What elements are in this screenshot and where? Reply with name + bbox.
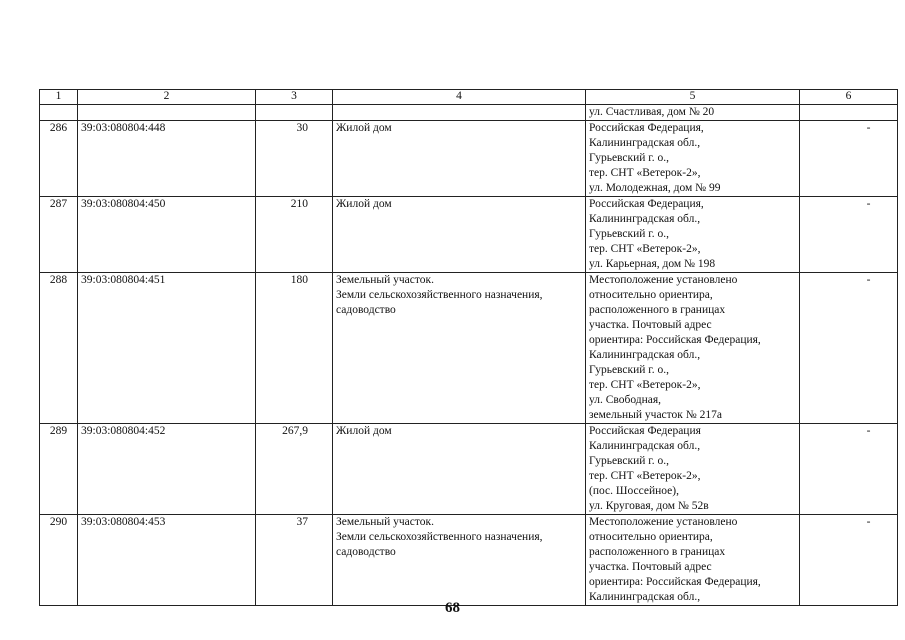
object-type-cell <box>333 197 586 273</box>
object-type-line: Жилой дом <box>336 425 392 437</box>
note-dash: - <box>866 516 871 528</box>
address-line: Местоположение установлено <box>589 274 738 286</box>
address-line: Местоположение установлено <box>589 516 738 528</box>
cadastral-number-cell: 39:03:080804:452 <box>78 424 256 515</box>
address-line: Российская Федерация <box>589 425 701 437</box>
column-header: 2 <box>78 90 256 105</box>
table-row <box>40 197 898 273</box>
address-line: ул. Круговая, дом № 52в <box>589 500 709 512</box>
object-type-line: садоводство <box>336 546 396 558</box>
address-line: тер. СНТ «Ветерок-2», <box>589 470 701 482</box>
address-line: расположенного в границах <box>589 546 726 558</box>
address-line: ул. Карьерная, дом № 198 <box>589 258 716 270</box>
object-type-cell <box>333 273 586 424</box>
address-line: ориентира: Российская Федерация, <box>589 576 761 588</box>
object-type-line: Жилой дом <box>336 122 392 134</box>
column-header: 3 <box>256 90 333 105</box>
address-line: Калининградская обл., <box>589 440 701 452</box>
note-dash: - <box>866 122 871 134</box>
note-cell <box>800 515 898 606</box>
address-cell <box>586 121 800 197</box>
area-cell: 267,9 <box>256 424 333 515</box>
note-dash: - <box>866 198 871 210</box>
address-line: Калининградская обл., <box>589 591 701 603</box>
address-cell <box>586 515 800 606</box>
continuation-row <box>40 105 898 121</box>
cadastral-number-cell: 39:03:080804:450 <box>78 197 256 273</box>
address-line: Гурьевский г. о., <box>589 228 669 240</box>
address-line: тер. СНТ «Ветерок-2», <box>589 167 701 179</box>
address-line: участка. Почтовый адрес <box>589 319 712 331</box>
object-type-cell <box>333 121 586 197</box>
note-cell <box>800 121 898 197</box>
address-line: (пос. Шоссейное), <box>589 485 679 497</box>
area-cell: 210 <box>256 197 333 273</box>
table-row <box>40 121 898 197</box>
address-line: ул. Свободная, <box>589 394 662 406</box>
address-line: относительно ориентира, <box>589 289 713 301</box>
address-cell <box>586 105 800 121</box>
address-line: Российская Федерация, <box>589 198 704 210</box>
object-type-line: садоводство <box>336 304 396 316</box>
address-line: земельный участок № 217а <box>589 409 722 421</box>
column-number-row <box>40 90 898 105</box>
note-cell <box>800 273 898 424</box>
column-header: 1 <box>40 90 78 105</box>
object-type-cell <box>333 424 586 515</box>
table-row <box>40 515 898 606</box>
address-line: расположенного в границах <box>589 304 726 316</box>
address-line: Калининградская обл., <box>589 349 701 361</box>
area-cell: 180 <box>256 273 333 424</box>
address-line: Российская Федерация, <box>589 122 704 134</box>
object-type-line: Земли сельскохозяйственного назначения, <box>336 531 543 543</box>
address-cell <box>586 197 800 273</box>
column-header: 6 <box>800 90 898 105</box>
cadastral-number-cell: 39:03:080804:451 <box>78 273 256 424</box>
address-line: ул. Молодежная, дом № 99 <box>589 182 721 194</box>
row-number-cell: 288 <box>40 273 78 424</box>
page-number: 68 <box>445 600 460 616</box>
table-row <box>40 273 898 424</box>
object-type-line: Земли сельскохозяйственного назначения, <box>336 289 543 301</box>
address-cell <box>586 273 800 424</box>
object-type-line: Земельный участок. <box>336 274 434 286</box>
column-header: 4 <box>333 90 586 105</box>
row-number-cell: 289 <box>40 424 78 515</box>
object-type-line: Земельный участок. <box>336 516 434 528</box>
property-register-table <box>39 89 898 606</box>
note-cell <box>800 197 898 273</box>
address-line: Гурьевский г. о., <box>589 455 669 467</box>
table-row <box>40 424 898 515</box>
address-line: участка. Почтовый адрес <box>589 561 712 573</box>
area-cell: 30 <box>256 121 333 197</box>
note-dash: - <box>866 425 871 437</box>
row-number-cell: 287 <box>40 197 78 273</box>
object-type-line: Жилой дом <box>336 198 392 210</box>
address-line: относительно ориентира, <box>589 531 713 543</box>
address-line: тер. СНТ «Ветерок-2», <box>589 243 701 255</box>
row-number-cell: 290 <box>40 515 78 606</box>
address-line: тер. СНТ «Ветерок-2», <box>589 379 701 391</box>
address-cell <box>586 424 800 515</box>
address-line: Гурьевский г. о., <box>589 152 669 164</box>
object-type-cell <box>333 515 586 606</box>
cadastral-number-cell: 39:03:080804:453 <box>78 515 256 606</box>
address-line: Гурьевский г. о., <box>589 364 669 376</box>
address-line: Калининградская обл., <box>589 137 701 149</box>
address-line: Калининградская обл., <box>589 213 701 225</box>
row-number-cell: 286 <box>40 121 78 197</box>
area-cell: 37 <box>256 515 333 606</box>
address-line: ориентира: Российская Федерация, <box>589 334 761 346</box>
note-dash: - <box>866 274 871 286</box>
column-header: 5 <box>586 90 800 105</box>
cadastral-number-cell: 39:03:080804:448 <box>78 121 256 197</box>
note-cell <box>800 424 898 515</box>
address-line: ул. Счастливая, дом № 20 <box>589 106 715 118</box>
